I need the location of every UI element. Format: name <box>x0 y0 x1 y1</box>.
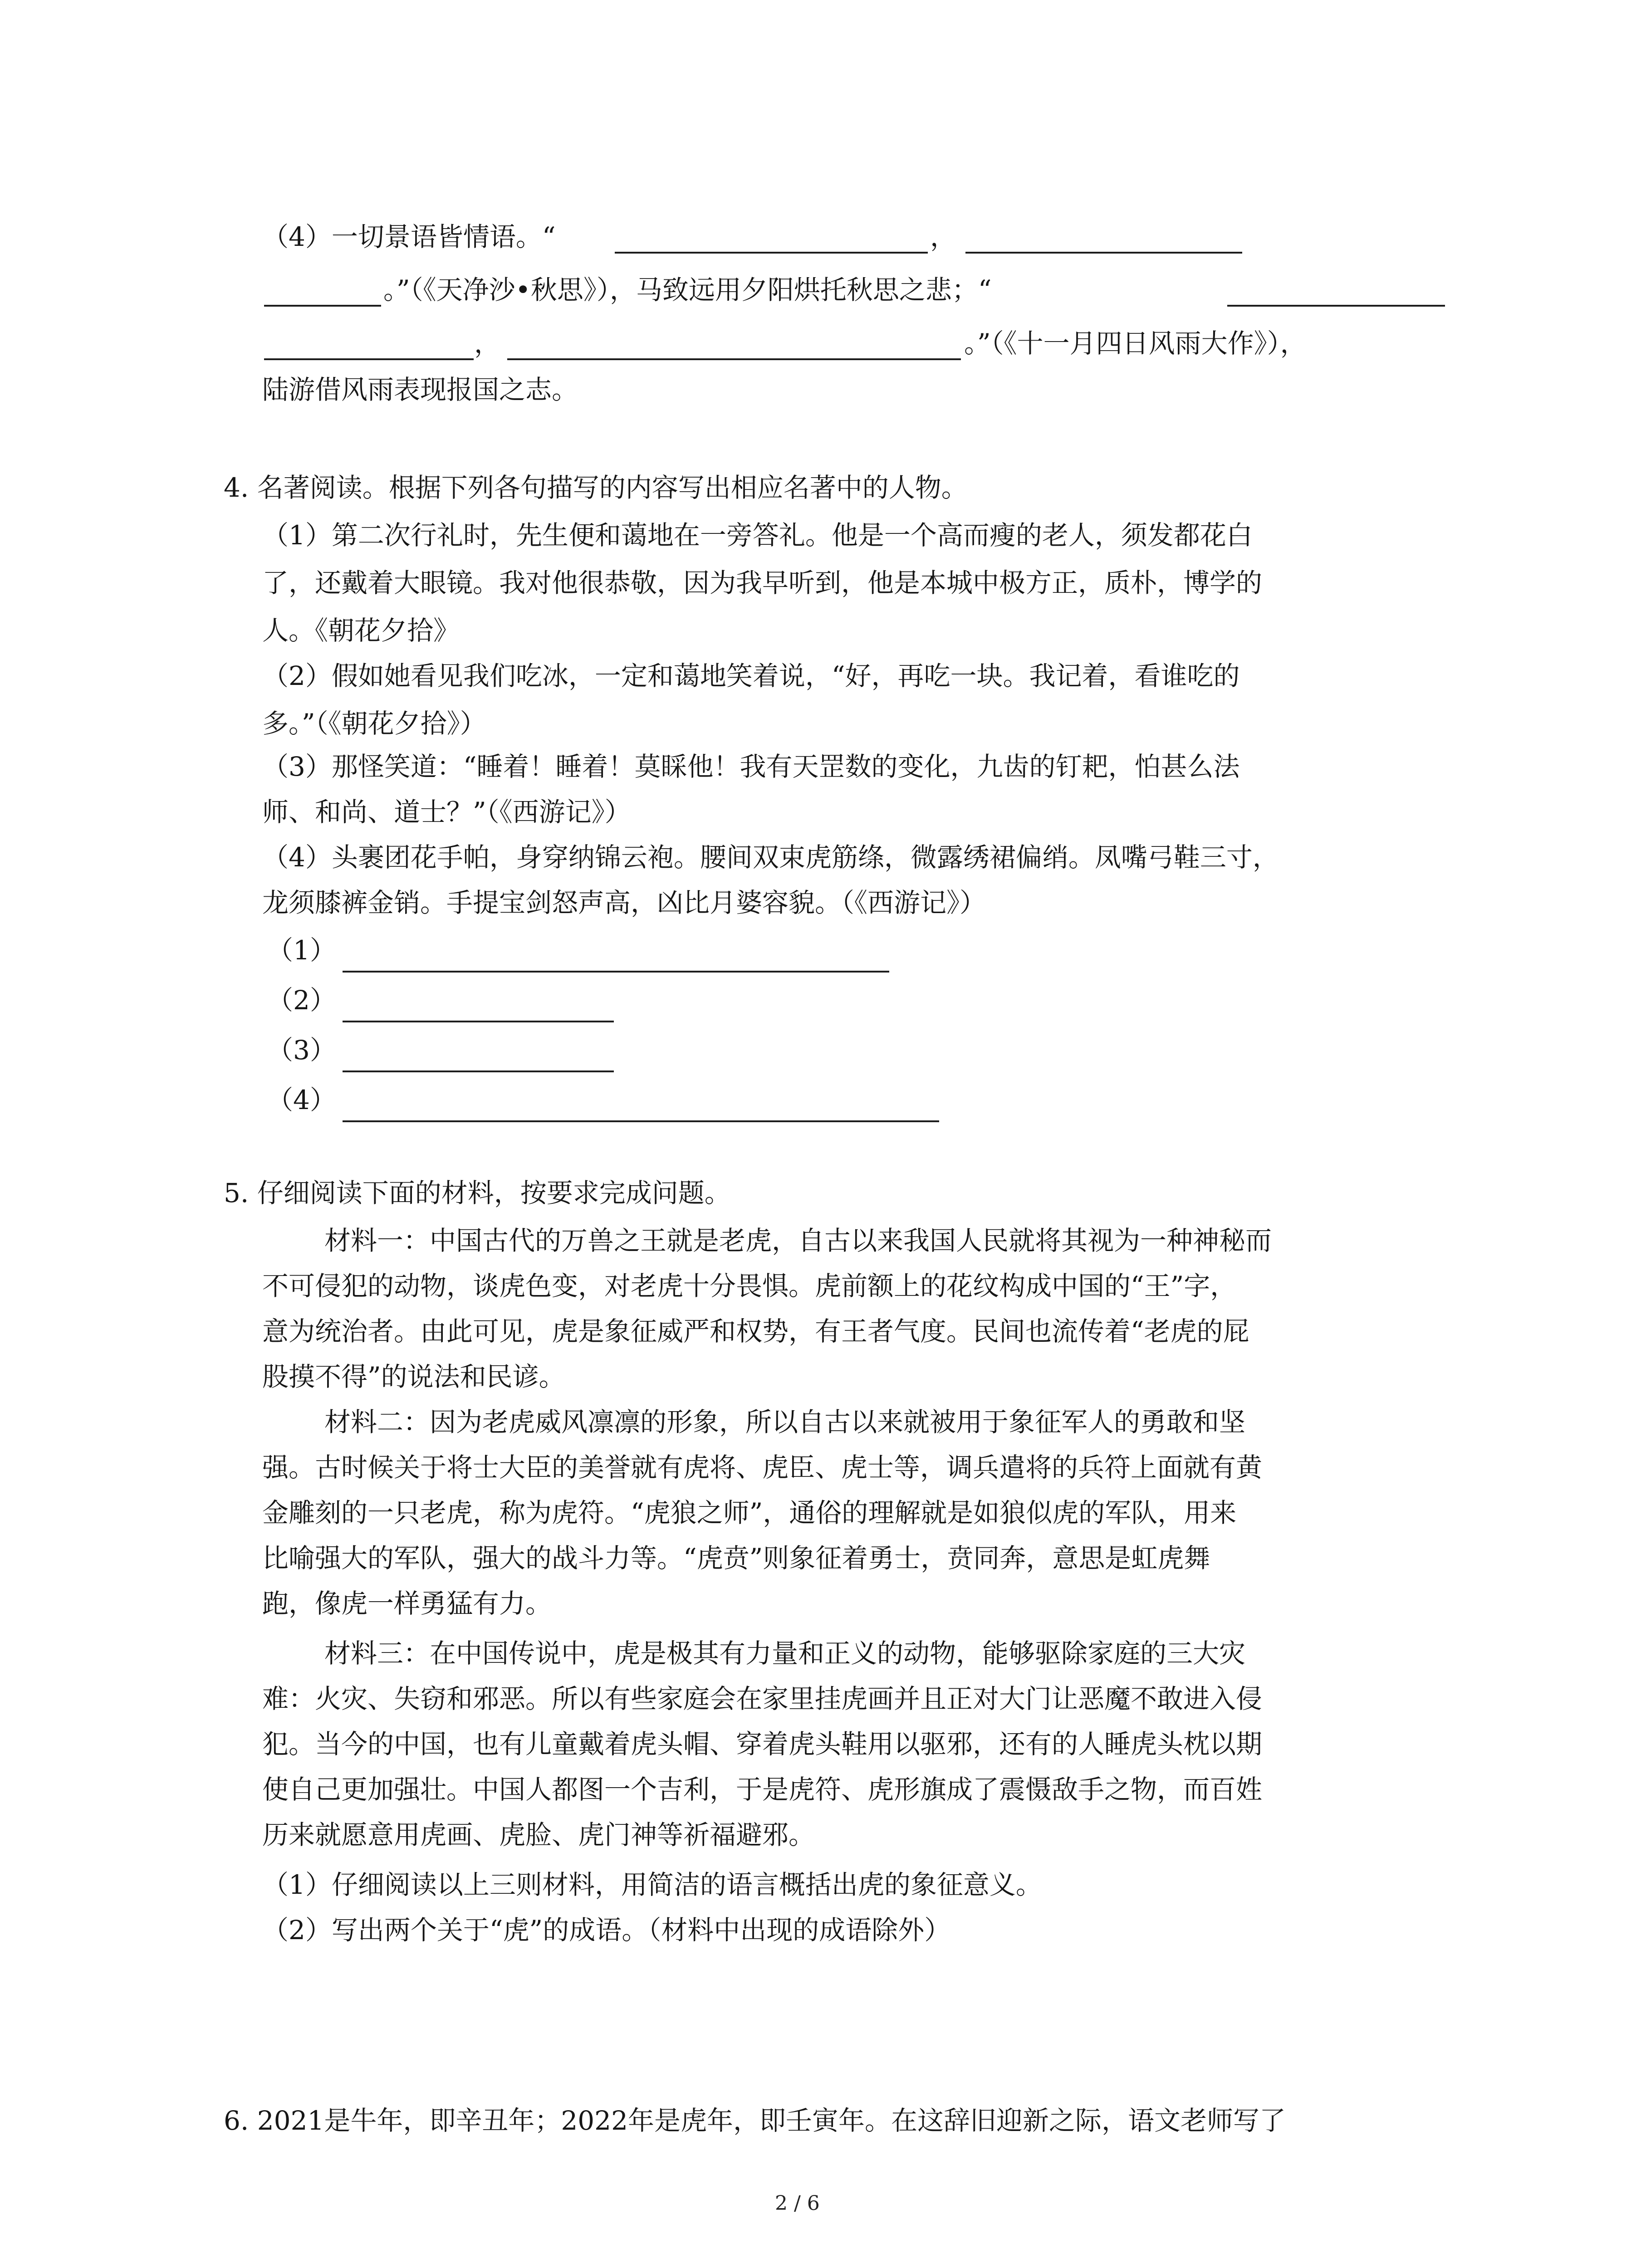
q5-subquestion-1: （1）仔细阅读以上三则材料，用简洁的语言概括出虎的象征意义。 <box>262 1869 1042 1900</box>
answer-blank <box>343 1021 614 1022</box>
answer-blank <box>343 971 889 973</box>
q3-item4-comma: ， <box>930 221 957 252</box>
q4-answer-label-1: （1） <box>267 935 336 966</box>
q4-passage4-line1: （4）头裹团花手帕，身穿纳锦云袍。腰间双束虎筋绦，微露绣裙偏绡。凤嘴弓鞋三寸， <box>262 842 1279 873</box>
q5-material2-line2: 强。古时候关于将士大臣的美誉就有虎将、虎臣、虎士等，调兵遣将的兵符上面就有黄 <box>262 1452 1263 1483</box>
answer-blank <box>343 1120 939 1122</box>
q4-answer-label-2: （2） <box>267 985 336 1016</box>
q5-material3-line1: 材料三：在中国传说中，虎是极其有力量和正义的动物，能够驱除家庭的三大灾 <box>324 1638 1246 1669</box>
q3-item4-line1: （4）一切景语皆情语。“ <box>262 221 556 252</box>
answer-blank <box>1227 305 1445 307</box>
q5-material2-line4: 比喻强大的军队，强大的战斗力等。“虎贲”则象征着勇士，贲同奔，意思是虹虎舞 <box>262 1543 1210 1574</box>
q5-material2-line3: 金雕刻的一只老虎，称为虎符。“虎狼之师”，通俗的理解就是如狼似虎的军队，用来 <box>262 1497 1237 1528</box>
q4-passage2-line2: 多。”（《朝花夕拾》） <box>262 708 486 739</box>
q3-item4-line4: 陆游借风雨表现报国之志。 <box>262 374 578 405</box>
answer-blank <box>615 252 928 254</box>
q5-stem: 5. 仔细阅读下面的材料，按要求完成问题。 <box>224 1178 731 1208</box>
q5-material3-line2: 难：火灾、失窃和邪恶。所以有些家庭会在家里挂虎画并且正对大门让恶魔不敢进入侵 <box>262 1683 1263 1714</box>
q4-passage3-line2: 师、和尚、道士？”（《西游记》） <box>262 797 631 827</box>
q4-passage1-line3: 人。《朝花夕拾》 <box>262 615 460 646</box>
q4-passage2-line1: （2）假如她看见我们吃冰，一定和蔼地笑着说，“好，再吃一块。我记着，看谁吃的 <box>262 660 1240 691</box>
q4-passage1-line1: （1）第二次行礼时，先生便和蔼地在一旁答礼。他是一个高而瘦的老人，须发都花白 <box>262 520 1253 551</box>
q4-answer-label-3: （3） <box>267 1035 336 1066</box>
q5-material3-line4: 使自己更加强壮。中国人都图一个吉利，于是虎符、虎形旗成了震慑敌手之物，而百姓 <box>262 1774 1263 1805</box>
q3-item4-line2: 。”（《天净沙•秋思》），马致远用夕阳烘托秋思之悲；“ <box>383 274 992 305</box>
q5-subquestion-2: （2）写出两个关于“虎”的成语。（材料中出现的成语除外） <box>262 1915 951 1945</box>
q3-item4-comma-2: ， <box>474 328 501 359</box>
answer-blank <box>343 1070 614 1072</box>
answer-blank <box>965 252 1242 254</box>
q5-material1-line2: 不可侵犯的动物，谈虎色变，对老虎十分畏惧。虎前额上的花纹构成中国的“王”字， <box>262 1271 1237 1301</box>
q5-material3-line3: 犯。当今的中国，也有儿童戴着虎头帽、穿着虎头鞋用以驱邪，还有的人睡虎头枕以期 <box>262 1729 1263 1760</box>
q5-material1-line3: 意为统治者。由此可见，虎是象征威严和权势，有王者气度。民间也流传着“老虎的屁 <box>262 1316 1249 1347</box>
q6-stem: 6. 2021是牛年，即辛丑年；2022年是虎年，即壬寅年。在这辞旧迎新之际，语文老师写了 <box>224 2105 1286 2136</box>
q5-material2-line5: 跑，像虎一样勇猛有力。 <box>262 1588 552 1619</box>
answer-blank <box>264 358 474 360</box>
q5-material1-line1: 材料一：中国古代的万兽之王就是老虎，自古以来我国人民就将其视为一种神秘而 <box>324 1225 1272 1256</box>
page-number: 2 / 6 <box>775 2192 820 2215</box>
q3-item4-line3: 。”（《十一月四日风雨大作》）， <box>964 328 1307 359</box>
q4-passage1-line2: 了，还戴着大眼镜。我对他很恭敬，因为我早听到，他是本城中极方正，质朴，博学的 <box>262 567 1263 598</box>
answer-blank <box>507 358 961 360</box>
q4-stem: 4. 名著阅读。根据下列各句描写的内容写出相应名著中的人物。 <box>224 472 968 503</box>
q5-material2-line1: 材料二：因为老虎威风凛凛的形象，所以自古以来就被用于象征军人的勇敢和坚 <box>324 1407 1246 1437</box>
answer-blank <box>264 305 381 307</box>
q5-material1-line4: 股摸不得”的说法和民谚。 <box>262 1361 565 1392</box>
q5-material3-line5: 历来就愿意用虎画、虎脸、虎门神等祈福避邪。 <box>262 1819 815 1850</box>
q4-passage4-line2: 龙须膝裤金销。手提宝剑怒声高，凶比月婆容貌。（《西游记》） <box>262 887 986 918</box>
q4-answer-label-4: （4） <box>267 1085 336 1115</box>
q4-passage3-line1: （3）那怪笑道：“睡着！睡着！莫睬他！我有天罡数的变化，九齿的钉耙，怕甚么法 <box>262 751 1240 782</box>
